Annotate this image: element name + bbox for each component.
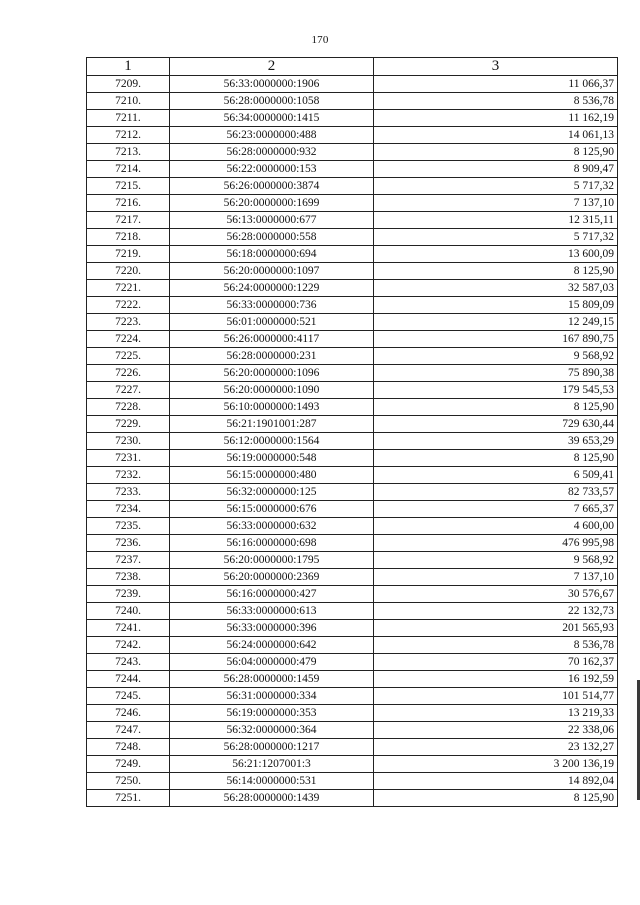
value-cell: 23 132,27: [374, 739, 618, 756]
value-cell: 7 137,10: [374, 569, 618, 586]
table-row: [87, 331, 618, 348]
cadastral-number-cell: 56:15:0000000:676: [170, 501, 374, 518]
table-row: [87, 76, 618, 93]
row-number-cell: 7240.: [87, 603, 170, 620]
table-header: [87, 58, 618, 76]
value-cell: 13 600,09: [374, 246, 618, 263]
value-cell: 7 137,10: [374, 195, 618, 212]
cadastral-number-cell: 56:26:0000000:3874: [170, 178, 374, 195]
row-number-cell: 7222.: [87, 297, 170, 314]
value-cell: 4 600,00: [374, 518, 618, 535]
row-number-cell: 7233.: [87, 484, 170, 501]
table-row: [87, 484, 618, 501]
value-cell: 8 536,78: [374, 93, 618, 110]
row-number-cell: 7215.: [87, 178, 170, 195]
value-cell: 22 132,73: [374, 603, 618, 620]
column-header-1: 1: [87, 58, 170, 76]
table-row: [87, 637, 618, 654]
page-number: 170: [311, 34, 329, 46]
cadastral-number-cell: 56:33:0000000:396: [170, 620, 374, 637]
value-cell: 8 125,90: [374, 399, 618, 416]
value-cell: 729 630,44: [374, 416, 618, 433]
value-cell: 5 717,32: [374, 229, 618, 246]
row-number-cell: 7241.: [87, 620, 170, 637]
cadastral-number-cell: 56:28:0000000:1058: [170, 93, 374, 110]
row-number-cell: 7250.: [87, 773, 170, 790]
row-number-cell: 7251.: [87, 790, 170, 807]
cadastral-number-cell: 56:20:0000000:1795: [170, 552, 374, 569]
table-row: [87, 586, 618, 603]
row-number-cell: 7235.: [87, 518, 170, 535]
cadastral-number-cell: 56:21:1207001:3: [170, 756, 374, 773]
table-row: [87, 535, 618, 552]
value-cell: 8 125,90: [374, 790, 618, 807]
value-cell: 101 514,77: [374, 688, 618, 705]
table-row: [87, 756, 618, 773]
column-header-3: 3: [374, 58, 618, 76]
value-cell: 32 587,03: [374, 280, 618, 297]
table-row: [87, 127, 618, 144]
cadastral-number-cell: 56:28:0000000:558: [170, 229, 374, 246]
row-number-cell: 7224.: [87, 331, 170, 348]
table-row: [87, 263, 618, 280]
cadastral-number-cell: 56:28:0000000:1217: [170, 739, 374, 756]
row-number-cell: 7247.: [87, 722, 170, 739]
value-cell: 14 892,04: [374, 773, 618, 790]
cadastral-number-cell: 56:13:0000000:677: [170, 212, 374, 229]
value-cell: 9 568,92: [374, 348, 618, 365]
row-number-cell: 7218.: [87, 229, 170, 246]
cadastral-number-cell: 56:18:0000000:694: [170, 246, 374, 263]
table-row: [87, 433, 618, 450]
value-cell: 167 890,75: [374, 331, 618, 348]
table-row: [87, 365, 618, 382]
row-number-cell: 7221.: [87, 280, 170, 297]
value-cell: 14 061,13: [374, 127, 618, 144]
cadastral-number-cell: 56:24:0000000:1229: [170, 280, 374, 297]
cadastral-number-cell: 56:32:0000000:364: [170, 722, 374, 739]
row-number-cell: 7216.: [87, 195, 170, 212]
row-number-cell: 7219.: [87, 246, 170, 263]
cadastral-number-cell: 56:19:0000000:353: [170, 705, 374, 722]
value-cell: 11 162,19: [374, 110, 618, 127]
row-number-cell: 7227.: [87, 382, 170, 399]
table-row: [87, 280, 618, 297]
row-number-cell: 7249.: [87, 756, 170, 773]
cadastral-number-cell: 56:12:0000000:1564: [170, 433, 374, 450]
table-row: [87, 790, 618, 807]
value-cell: 75 890,38: [374, 365, 618, 382]
row-number-cell: 7244.: [87, 671, 170, 688]
cadastral-number-cell: 56:20:0000000:1096: [170, 365, 374, 382]
cadastral-number-cell: 56:28:0000000:1439: [170, 790, 374, 807]
cadastral-number-cell: 56:20:0000000:1090: [170, 382, 374, 399]
table-row: [87, 450, 618, 467]
table-row: [87, 297, 618, 314]
table-row: [87, 178, 618, 195]
cadastral-number-cell: 56:19:0000000:548: [170, 450, 374, 467]
cadastral-number-cell: 56:33:0000000:736: [170, 297, 374, 314]
table-row: [87, 552, 618, 569]
cadastral-number-cell: 56:16:0000000:698: [170, 535, 374, 552]
value-cell: 476 995,98: [374, 535, 618, 552]
value-cell: 179 545,53: [374, 382, 618, 399]
value-cell: 7 665,37: [374, 501, 618, 518]
row-number-cell: 7246.: [87, 705, 170, 722]
cadastral-number-cell: 56:34:0000000:1415: [170, 110, 374, 127]
value-cell: 82 733,57: [374, 484, 618, 501]
table-row: [87, 399, 618, 416]
value-cell: 9 568,92: [374, 552, 618, 569]
table-row: [87, 467, 618, 484]
value-cell: 8 125,90: [374, 450, 618, 467]
table-row: [87, 739, 618, 756]
column-header-2: 2: [170, 58, 374, 76]
value-cell: 8 909,47: [374, 161, 618, 178]
row-number-cell: 7243.: [87, 654, 170, 671]
row-number-cell: 7217.: [87, 212, 170, 229]
table-row: [87, 416, 618, 433]
row-number-cell: 7238.: [87, 569, 170, 586]
row-number-cell: 7234.: [87, 501, 170, 518]
table-row: [87, 654, 618, 671]
table-row: [87, 569, 618, 586]
row-number-cell: 7239.: [87, 586, 170, 603]
table-row: [87, 246, 618, 263]
cadastral-number-cell: 56:21:1901001:287: [170, 416, 374, 433]
cadastral-number-cell: 56:04:0000000:479: [170, 654, 374, 671]
value-cell: 8 125,90: [374, 144, 618, 161]
value-cell: 8 536,78: [374, 637, 618, 654]
row-number-cell: 7229.: [87, 416, 170, 433]
row-number-cell: 7236.: [87, 535, 170, 552]
row-number-cell: 7242.: [87, 637, 170, 654]
table-row: [87, 348, 618, 365]
value-cell: 201 565,93: [374, 620, 618, 637]
table-row: [87, 161, 618, 178]
cadastral-number-cell: 56:33:0000000:613: [170, 603, 374, 620]
row-number-cell: 7214.: [87, 161, 170, 178]
table-row: [87, 314, 618, 331]
value-cell: 12 315,11: [374, 212, 618, 229]
table-row: [87, 501, 618, 518]
cadastral-number-cell: 56:20:0000000:2369: [170, 569, 374, 586]
cadastral-number-cell: 56:28:0000000:231: [170, 348, 374, 365]
cadastral-number-cell: 56:33:0000000:632: [170, 518, 374, 535]
value-cell: 13 219,33: [374, 705, 618, 722]
row-number-cell: 7209.: [87, 76, 170, 93]
cadastral-number-cell: 56:33:0000000:1906: [170, 76, 374, 93]
cadastral-number-cell: 56:23:0000000:488: [170, 127, 374, 144]
value-cell: 39 653,29: [374, 433, 618, 450]
value-cell: 8 125,90: [374, 263, 618, 280]
table-row: [87, 671, 618, 688]
table-row: [87, 93, 618, 110]
row-number-cell: 7212.: [87, 127, 170, 144]
table-row: [87, 620, 618, 637]
cadastral-number-cell: 56:31:0000000:334: [170, 688, 374, 705]
row-number-cell: 7231.: [87, 450, 170, 467]
table-row: [87, 195, 618, 212]
header-row: [87, 58, 618, 76]
value-cell: 30 576,67: [374, 586, 618, 603]
value-cell: 16 192,59: [374, 671, 618, 688]
value-cell: 15 809,09: [374, 297, 618, 314]
table-row: [87, 144, 618, 161]
cadastral-number-cell: 56:24:0000000:642: [170, 637, 374, 654]
table-row: [87, 773, 618, 790]
row-number-cell: 7210.: [87, 93, 170, 110]
table-row: [87, 110, 618, 127]
value-cell: 3 200 136,19: [374, 756, 618, 773]
value-cell: 22 338,06: [374, 722, 618, 739]
row-number-cell: 7211.: [87, 110, 170, 127]
row-number-cell: 7223.: [87, 314, 170, 331]
row-number-cell: 7230.: [87, 433, 170, 450]
table-row: [87, 722, 618, 739]
table-row: [87, 212, 618, 229]
cadastral-number-cell: 56:15:0000000:480: [170, 467, 374, 484]
value-cell: 12 249,15: [374, 314, 618, 331]
cadastral-number-cell: 56:20:0000000:1699: [170, 195, 374, 212]
cadastral-number-cell: 56:14:0000000:531: [170, 773, 374, 790]
table-body: [87, 76, 618, 807]
table-row: [87, 382, 618, 399]
cadastral-number-cell: 56:01:0000000:521: [170, 314, 374, 331]
row-number-cell: 7248.: [87, 739, 170, 756]
registry-table: [86, 57, 618, 807]
table-row: [87, 229, 618, 246]
cadastral-number-cell: 56:10:0000000:1493: [170, 399, 374, 416]
value-cell: 11 066,37: [374, 76, 618, 93]
cadastral-number-cell: 56:28:0000000:932: [170, 144, 374, 161]
cadastral-number-cell: 56:22:0000000:153: [170, 161, 374, 178]
row-number-cell: 7226.: [87, 365, 170, 382]
row-number-cell: 7225.: [87, 348, 170, 365]
cadastral-number-cell: 56:28:0000000:1459: [170, 671, 374, 688]
row-number-cell: 7237.: [87, 552, 170, 569]
table-row: [87, 603, 618, 620]
cadastral-number-cell: 56:16:0000000:427: [170, 586, 374, 603]
value-cell: 6 509,41: [374, 467, 618, 484]
value-cell: 70 162,37: [374, 654, 618, 671]
row-number-cell: 7232.: [87, 467, 170, 484]
value-cell: 5 717,32: [374, 178, 618, 195]
cadastral-number-cell: 56:20:0000000:1097: [170, 263, 374, 280]
table-row: [87, 688, 618, 705]
table-row: [87, 518, 618, 535]
table-row: [87, 705, 618, 722]
row-number-cell: 7245.: [87, 688, 170, 705]
cadastral-number-cell: 56:32:0000000:125: [170, 484, 374, 501]
cadastral-number-cell: 56:26:0000000:4117: [170, 331, 374, 348]
row-number-cell: 7213.: [87, 144, 170, 161]
row-number-cell: 7228.: [87, 399, 170, 416]
row-number-cell: 7220.: [87, 263, 170, 280]
